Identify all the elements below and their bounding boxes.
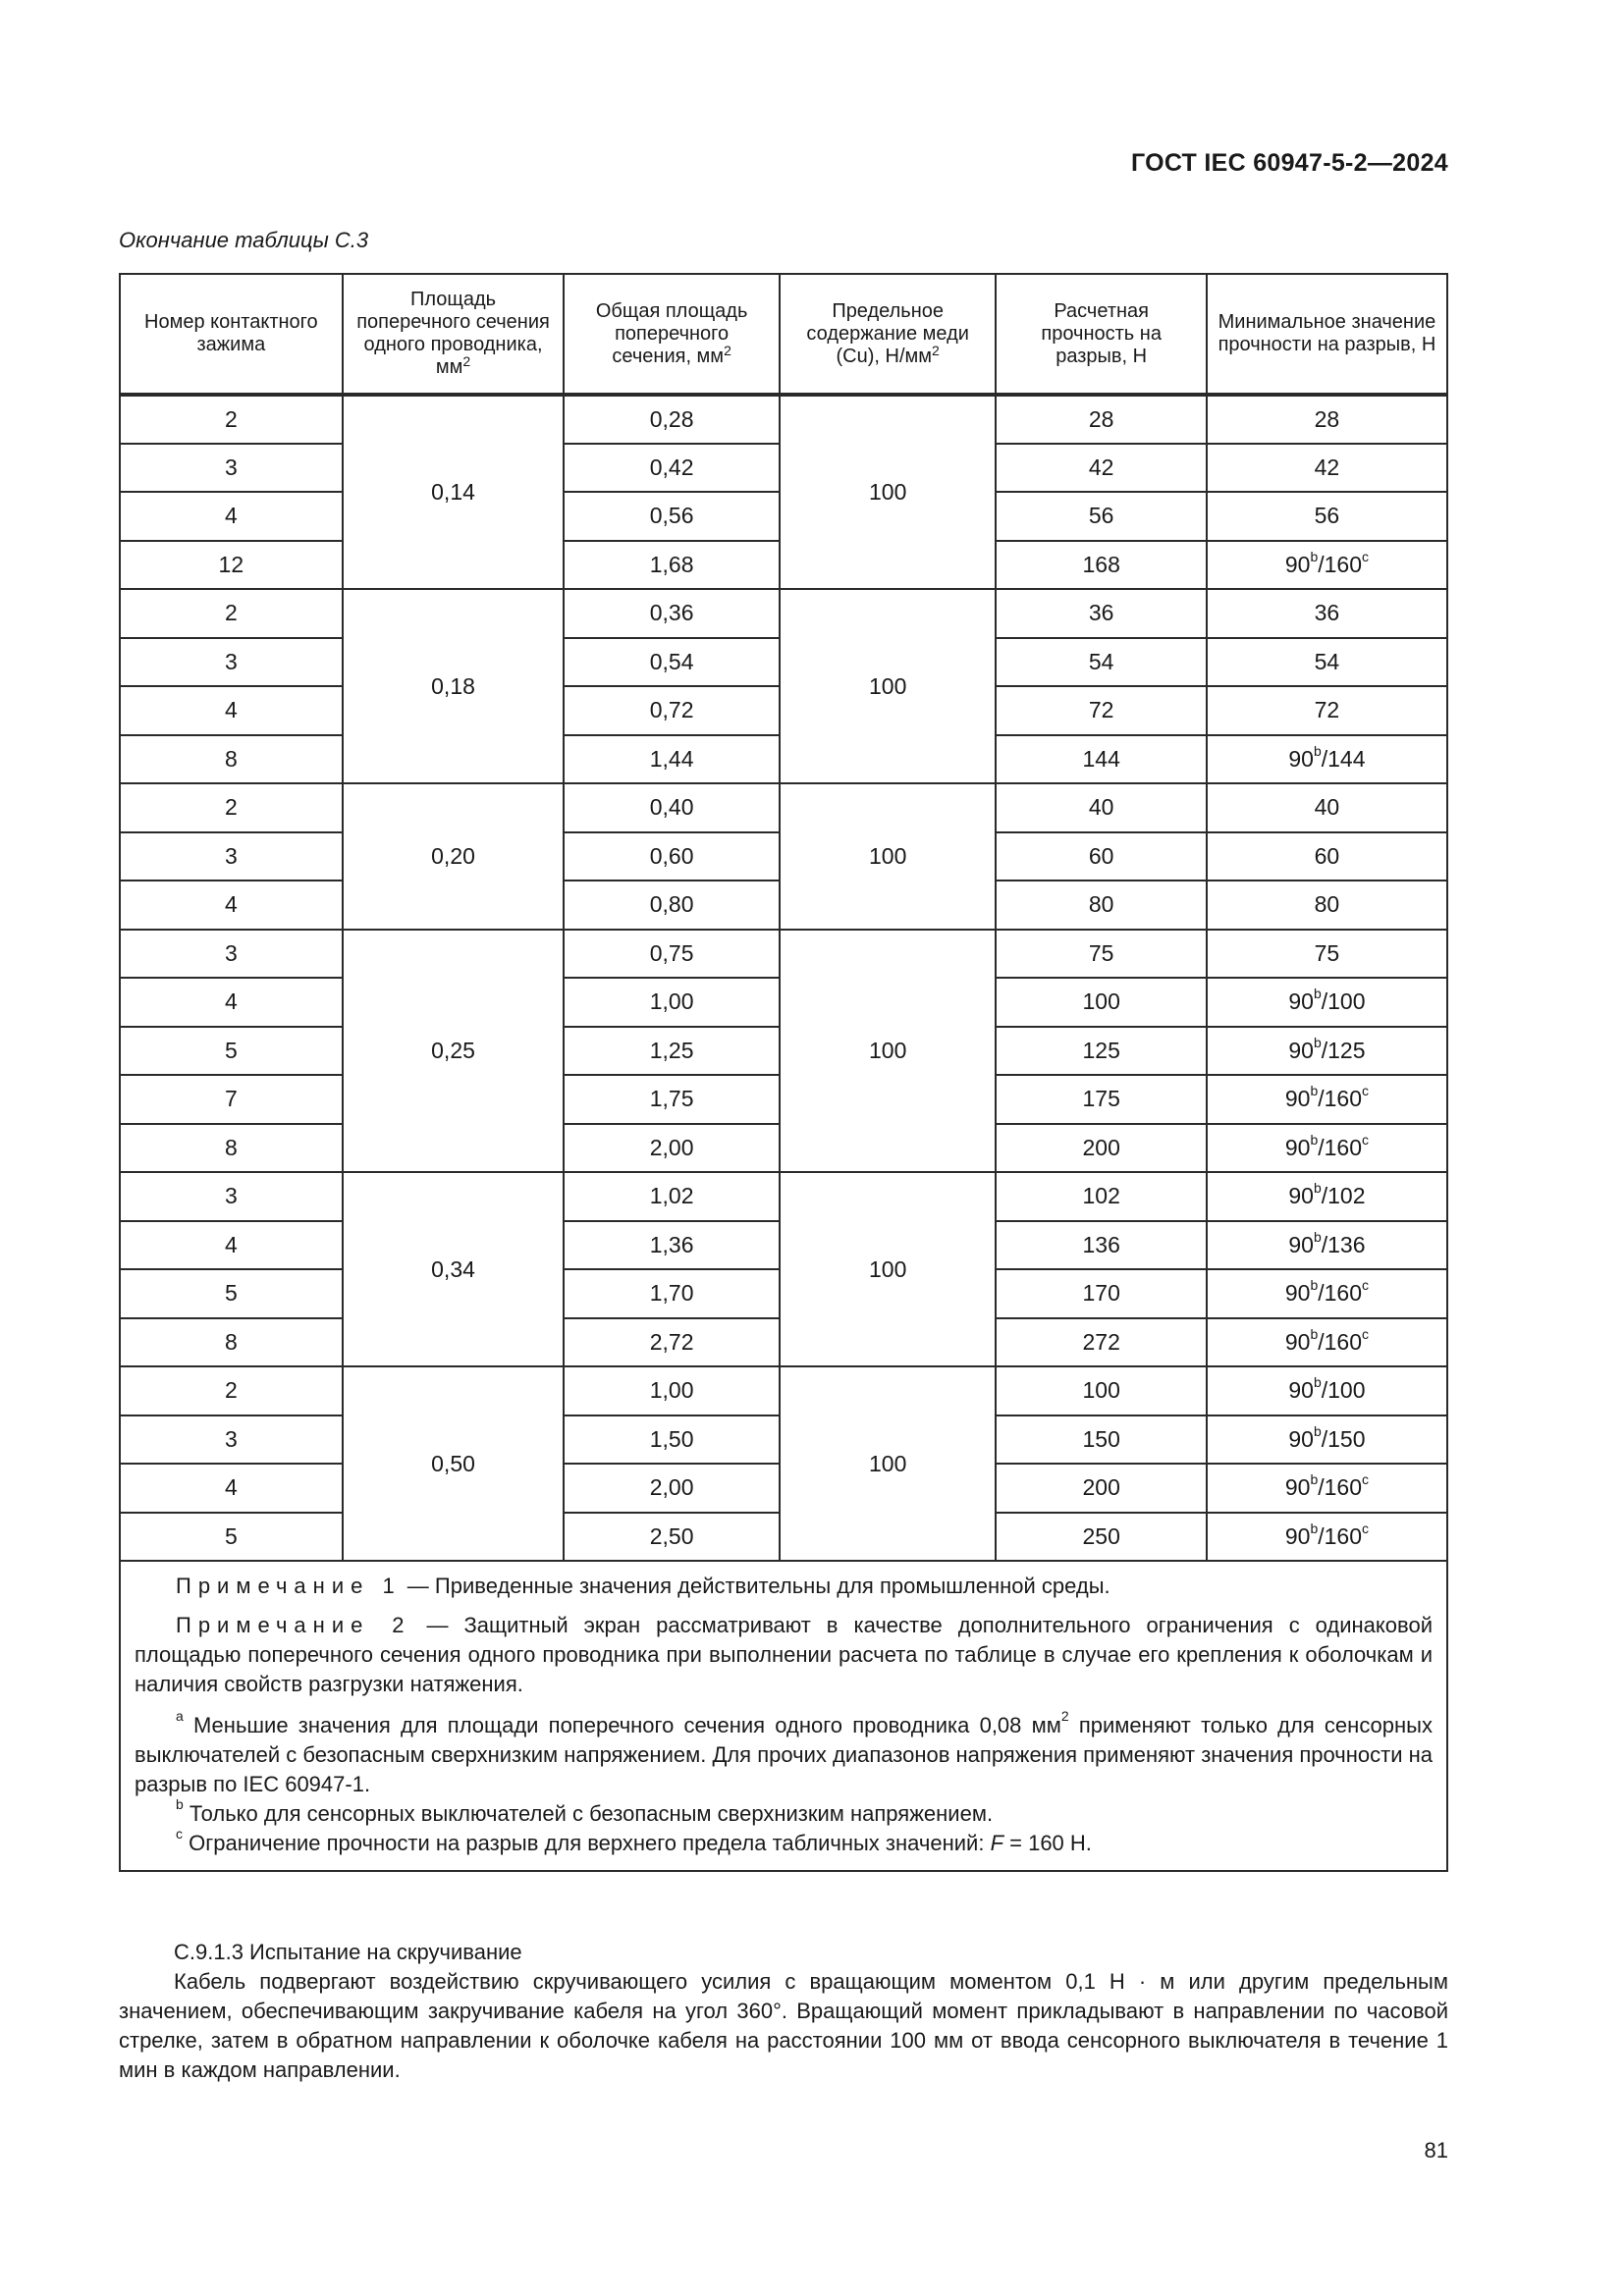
cell-total-area: 1,00 [564, 1366, 780, 1415]
cell-calc-strength: 175 [996, 1075, 1206, 1124]
cell-total-area: 1,44 [564, 735, 780, 784]
cell-terminal-number: 4 [120, 978, 343, 1027]
cell-terminal-number: 3 [120, 1172, 343, 1221]
col-header-terminal: Номер контактного зажима [120, 274, 343, 395]
cell-calc-strength: 136 [996, 1221, 1206, 1270]
cell-total-area: 0,60 [564, 832, 780, 881]
cell-conductor-area: 0,25 [343, 930, 565, 1173]
table-header-row [120, 274, 1447, 395]
cell-min-strength: 90$^b$/100 [1207, 1366, 1447, 1415]
section-heading: С.9.1.3 Испытание на скручивание [174, 1940, 522, 1964]
footnote-c: $^c$ Ограничение прочности на разрыв для верхнего предела табличных значений: F = 160 Н. [176, 1826, 1092, 1855]
cell-total-area: 1,02 [564, 1172, 780, 1221]
cell-min-strength: 42 [1207, 444, 1447, 493]
cell-min-strength: 60 [1207, 832, 1447, 881]
cell-min-strength: 90$^b$/160$^c$ [1207, 1464, 1447, 1513]
cell-total-area: 0,42 [564, 444, 780, 493]
cell-terminal-number: 4 [120, 1464, 343, 1513]
cell-copper-limit: 100 [780, 930, 997, 1173]
cell-total-area: 2,00 [564, 1464, 780, 1513]
table-body [120, 395, 1447, 1561]
cell-calc-strength: 100 [996, 978, 1206, 1027]
cell-calc-strength: 168 [996, 541, 1206, 590]
cell-min-strength: 90$^b$/100 [1207, 978, 1447, 1027]
table-row [120, 930, 1447, 979]
cell-calc-strength: 72 [996, 686, 1206, 735]
cell-min-strength: 40 [1207, 783, 1447, 832]
cell-total-area: 1,25 [564, 1027, 780, 1076]
cell-conductor-area: 0,20 [343, 783, 565, 930]
cell-terminal-number: 4 [120, 1221, 343, 1270]
cell-total-area: 2,50 [564, 1513, 780, 1562]
cell-min-strength: 90$^b$/125 [1207, 1027, 1447, 1076]
col-header-total-area: Общая площадь поперечного сечения, $мм^2$ [564, 274, 780, 395]
table-row [120, 783, 1447, 832]
section-c913 [119, 1938, 1448, 2085]
cell-min-strength: 28 [1207, 395, 1447, 444]
cell-min-strength: 75 [1207, 930, 1447, 979]
cell-min-strength: 72 [1207, 686, 1447, 735]
table-notes [120, 1561, 1447, 1871]
cell-calc-strength: 75 [996, 930, 1206, 979]
cell-min-strength: 80 [1207, 881, 1447, 930]
cell-min-strength: 56 [1207, 492, 1447, 541]
cell-copper-limit: 100 [780, 1366, 997, 1561]
col-header-conductor-area: Площадь поперечного сечения одного проводника, $мм^2$ [343, 274, 565, 395]
cell-calc-strength: 272 [996, 1318, 1206, 1367]
cell-conductor-area: 0,34 [343, 1172, 565, 1366]
note-1: Примечание 1 — Приведенные значения действительны для промышленной среды. [176, 1574, 1110, 1598]
cell-terminal-number: 8 [120, 1318, 343, 1367]
cell-terminal-number: 4 [120, 492, 343, 541]
cell-total-area: 0,72 [564, 686, 780, 735]
cell-terminal-number: 5 [120, 1513, 343, 1562]
cell-calc-strength: 144 [996, 735, 1206, 784]
cell-terminal-number: 5 [120, 1027, 343, 1076]
cell-terminal-number: 3 [120, 930, 343, 979]
cell-min-strength: 54 [1207, 638, 1447, 687]
cell-total-area: 0,36 [564, 589, 780, 638]
cell-min-strength: 90$^b$/160$^c$ [1207, 1075, 1447, 1124]
cell-calc-strength: 40 [996, 783, 1206, 832]
cell-total-area: 1,36 [564, 1221, 780, 1270]
cell-calc-strength: 36 [996, 589, 1206, 638]
cell-total-area: 0,28 [564, 395, 780, 444]
cell-terminal-number: 2 [120, 589, 343, 638]
footnote-b: $^b$ Только для сенсорных выключателей с безопасным сверхнизким напряжением. [176, 1796, 994, 1826]
cell-calc-strength: 200 [996, 1464, 1206, 1513]
cell-terminal-number: 5 [120, 1269, 343, 1318]
note-2: Примечание 2 — Защитный экран рассматривают в качестве дополнительного ограничения с одинаковой площадью поперечного сечения одного проводника при выполнении расчета по таблице в случае его крепления к оболочкам и наличия свойств разгрузки натяжения. [135, 1613, 1433, 1696]
cell-min-strength: 90$^b$/144 [1207, 735, 1447, 784]
col-header-copper-limit: Предельное содержание меди (Cu), $Н/мм^2$ [780, 274, 997, 395]
cell-calc-strength: 28 [996, 395, 1206, 444]
cell-min-strength: 90$^b$/150 [1207, 1415, 1447, 1465]
cell-calc-strength: 250 [996, 1513, 1206, 1562]
cell-calc-strength: 100 [996, 1366, 1206, 1415]
col-header-calc-strength: Расчетная прочность на разрыв, Н [996, 274, 1206, 395]
table-row [120, 1366, 1447, 1415]
cell-terminal-number: 2 [120, 1366, 343, 1415]
cell-copper-limit: 100 [780, 589, 997, 783]
cell-total-area: 2,00 [564, 1124, 780, 1173]
cell-terminal-number: 4 [120, 686, 343, 735]
table-row [120, 395, 1447, 444]
cell-calc-strength: 125 [996, 1027, 1206, 1076]
cell-terminal-number: 2 [120, 395, 343, 444]
cell-total-area: 0,80 [564, 881, 780, 930]
cell-copper-limit: 100 [780, 395, 997, 589]
cell-total-area: 0,54 [564, 638, 780, 687]
cell-calc-strength: 170 [996, 1269, 1206, 1318]
cell-terminal-number: 7 [120, 1075, 343, 1124]
table-caption: Окончание таблицы С.3 [119, 228, 369, 252]
cell-calc-strength: 54 [996, 638, 1206, 687]
cell-calc-strength: 150 [996, 1415, 1206, 1465]
cell-conductor-area: 0,50 [343, 1366, 565, 1561]
cell-total-area: 1,75 [564, 1075, 780, 1124]
cell-calc-strength: 200 [996, 1124, 1206, 1173]
strength-table [119, 273, 1448, 1872]
cell-min-strength: 36 [1207, 589, 1447, 638]
cell-copper-limit: 100 [780, 783, 997, 930]
cell-total-area: 1,70 [564, 1269, 780, 1318]
cell-min-strength: 90$^b$/160$^c$ [1207, 1269, 1447, 1318]
cell-min-strength: 90$^b$/136 [1207, 1221, 1447, 1270]
cell-terminal-number: 3 [120, 444, 343, 493]
cell-total-area: 0,75 [564, 930, 780, 979]
cell-total-area: 0,56 [564, 492, 780, 541]
cell-total-area: 0,40 [564, 783, 780, 832]
col-header-min-strength: Минимальное значение прочности на разрыв, Н [1207, 274, 1447, 395]
table-row [120, 589, 1447, 638]
cell-conductor-area: 0,14 [343, 395, 565, 589]
cell-conductor-area: 0,18 [343, 589, 565, 783]
cell-calc-strength: 42 [996, 444, 1206, 493]
cell-min-strength: 90$^b$/160$^c$ [1207, 1318, 1447, 1367]
cell-min-strength: 90$^b$/160$^c$ [1207, 541, 1447, 590]
cell-min-strength: 90$^b$/102 [1207, 1172, 1447, 1221]
cell-min-strength: 90$^b$/160$^c$ [1207, 1513, 1447, 1562]
footnote-a: $^a$ Меньшие значения для площади поперечного сечения одного проводника 0,08 $мм^2$ применяют только для сенсорных выключателей с безопасным сверхнизким напряжением. Для прочих диапазонов напряжения применяют значения прочности на разрыв по IEC 60947-1. [135, 1708, 1433, 1796]
cell-terminal-number: 8 [120, 735, 343, 784]
cell-terminal-number: 3 [120, 638, 343, 687]
table-row [120, 1172, 1447, 1221]
cell-total-area: 1,00 [564, 978, 780, 1027]
cell-terminal-number: 4 [120, 881, 343, 930]
cell-calc-strength: 56 [996, 492, 1206, 541]
cell-calc-strength: 60 [996, 832, 1206, 881]
cell-terminal-number: 2 [120, 783, 343, 832]
cell-terminal-number: 3 [120, 1415, 343, 1465]
standard-header: ГОСТ IEC 60947-5-2—2024 [1130, 149, 1448, 177]
cell-terminal-number: 12 [120, 541, 343, 590]
cell-calc-strength: 80 [996, 881, 1206, 930]
cell-copper-limit: 100 [780, 1172, 997, 1366]
cell-calc-strength: 102 [996, 1172, 1206, 1221]
cell-terminal-number: 8 [120, 1124, 343, 1173]
section-body: Кабель подвергают воздействию скручивающего усилия с вращающим моментом 0,1 Н · м или другим предельным значением, обеспечивающим закручивание кабеля на угол 360°. Вращающий момент прикладывают в направлении по часовой стрелке, затем в обратном направлении к оболочке кабеля на расстоянии 100 мм от ввода сенсорного выключателя в течение 1 мин в каждом направлении. [119, 1969, 1448, 2082]
cell-total-area: 1,68 [564, 541, 780, 590]
page-number: 81 [1424, 2138, 1448, 2163]
cell-total-area: 1,50 [564, 1415, 780, 1465]
cell-total-area: 2,72 [564, 1318, 780, 1367]
cell-terminal-number: 3 [120, 832, 343, 881]
cell-min-strength: 90$^b$/160$^c$ [1207, 1124, 1447, 1173]
